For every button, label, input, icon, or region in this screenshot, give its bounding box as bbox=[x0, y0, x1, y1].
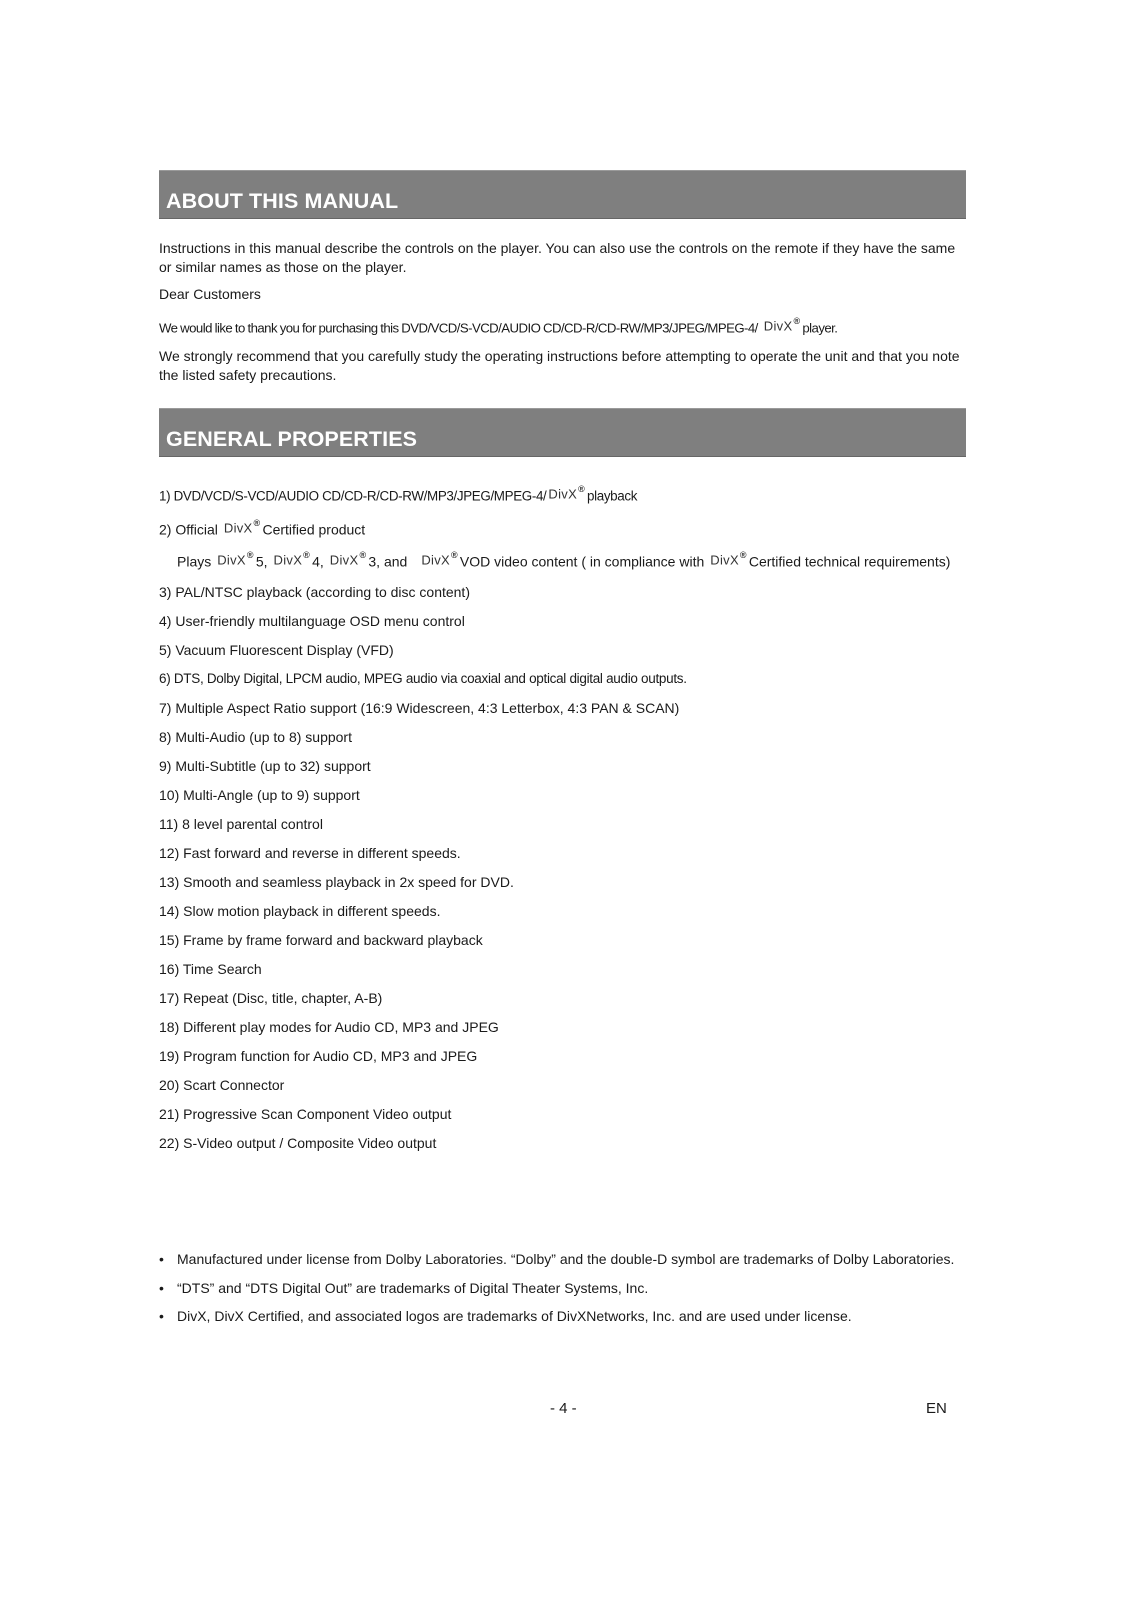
general-section-header bbox=[159, 408, 966, 457]
manual-page bbox=[159, 170, 966, 1163]
list-item: 18) Different play modes for Audio CD, MP3 and JPEG bbox=[159, 1018, 499, 1035]
recommend-paragraph: We strongly recommend that you carefully study the operating instructions before attempting to operate the unit and that you note the listed safety precautions. bbox=[159, 348, 960, 383]
bullet-icon: • bbox=[159, 1308, 164, 1324]
trademark-notes bbox=[159, 1250, 966, 1336]
list-item: 3) PAL/NTSC playback (according to disc content) bbox=[159, 583, 470, 600]
divx-logo: DivX® bbox=[421, 550, 458, 568]
divx-logo: DivX® bbox=[763, 315, 801, 333]
about-intro: Instructions in this manual describe the controls on the player. You can also use the controls on the remote if they have the same or similar names as those on the player. bbox=[159, 240, 956, 275]
bullet-icon: • bbox=[159, 1279, 164, 1296]
thanks-prefix: We would like to thank you for purchasing this DVD/VCD/S-VCD/AUDIO CD/CD-R/CD-RW/MP3/JPEG/MPEG-4/ bbox=[159, 319, 758, 335]
trademark-note: • Manufactured under license from Dolby Laboratories. “Dolby” and the double-D symbol are trademarks of Dolby Laboratories. bbox=[159, 1251, 955, 1267]
list-item: 1) DVD/VCD/S-VCD/AUDIO CD/CD-R/CD-RW/MP3/JPEG/MPEG-4/ DivX® playback bbox=[159, 483, 966, 506]
bullet-icon: • bbox=[159, 1251, 164, 1267]
trademark-note: • “DTS” and “DTS Digital Out” are trademarks of Digital Theater Systems, Inc. bbox=[159, 1279, 649, 1296]
list-item: 16) Time Search bbox=[159, 960, 262, 977]
list-item: 4) User-friendly multilanguage OSD menu control bbox=[159, 612, 465, 629]
general-heading: GENERAL PROPERTIES bbox=[166, 427, 418, 452]
thanks-suffix: player. bbox=[802, 319, 838, 335]
thanks-paragraph bbox=[159, 315, 966, 338]
divx-logo: DivX® bbox=[223, 517, 261, 535]
list-item: 21) Progressive Scan Component Video output bbox=[159, 1105, 452, 1122]
list-item: 13) Smooth and seamless playback in 2x speed for DVD. bbox=[159, 873, 514, 890]
language-code: EN bbox=[926, 1400, 947, 1417]
divx-logo: DivX® bbox=[710, 550, 747, 568]
list-item: 12) Fast forward and reverse in different speeds. bbox=[159, 844, 461, 861]
list-item: 14) Slow motion playback in different speeds. bbox=[159, 902, 441, 919]
trademark-note: • DivX, DivX Certified, and associated logos are trademarks of DivXNetworks, Inc. and are used under license. bbox=[159, 1308, 852, 1324]
list-item: 5) Vacuum Fluorescent Display (VFD) bbox=[159, 641, 394, 658]
about-section-header bbox=[159, 170, 966, 219]
list-item: 10) Multi-Angle (up to 9) support bbox=[159, 786, 360, 803]
divx-plays-note: Plays DivX® 5, DivX® 4, DivX® 3, and DivX® VOD video content ( in compliance with DivX® Certified technical requirements) bbox=[177, 549, 966, 572]
list-item: 11) 8 level parental control bbox=[159, 815, 323, 832]
about-heading: ABOUT THIS MANUAL bbox=[166, 189, 399, 213]
page-number: - 4 - bbox=[550, 1400, 577, 1417]
list-item: 2) Official DivX® Certified product Plays DivX® 5, DivX® 4, DivX® 3, and DivX® VOD video content ( in compliance with DivX® Certified technical requirements) bbox=[159, 517, 966, 573]
properties-list bbox=[159, 483, 966, 1152]
divx-logo: DivX® bbox=[548, 484, 586, 502]
list-item: 7) Multiple Aspect Ratio support (16:9 Widescreen, 4:3 Letterbox, 4:3 PAN & SCAN) bbox=[159, 699, 680, 716]
list-item: 8) Multi-Audio (up to 8) support bbox=[159, 728, 352, 745]
list-item: 15) Frame by frame forward and backward playback bbox=[159, 931, 483, 948]
divx-logo: DivX® bbox=[273, 550, 311, 568]
list-item: 9) Multi-Subtitle (up to 32) support bbox=[159, 757, 371, 774]
list-item: 22) S-Video output / Composite Video output bbox=[159, 1134, 437, 1151]
list-item: 6) DTS, Dolby Digital, LPCM audio, MPEG audio via coaxial and optical digital audio outputs. bbox=[159, 670, 687, 686]
divx-logo: DivX® bbox=[217, 550, 254, 568]
list-item: 19) Program function for Audio CD, MP3 and JPEG bbox=[159, 1047, 478, 1064]
divx-logo: DivX® bbox=[329, 550, 367, 568]
dear-customers: Dear Customers bbox=[159, 286, 261, 302]
list-item: 20) Scart Connector bbox=[159, 1076, 285, 1093]
list-item: 17) Repeat (Disc, title, chapter, A-B) bbox=[159, 989, 383, 1006]
